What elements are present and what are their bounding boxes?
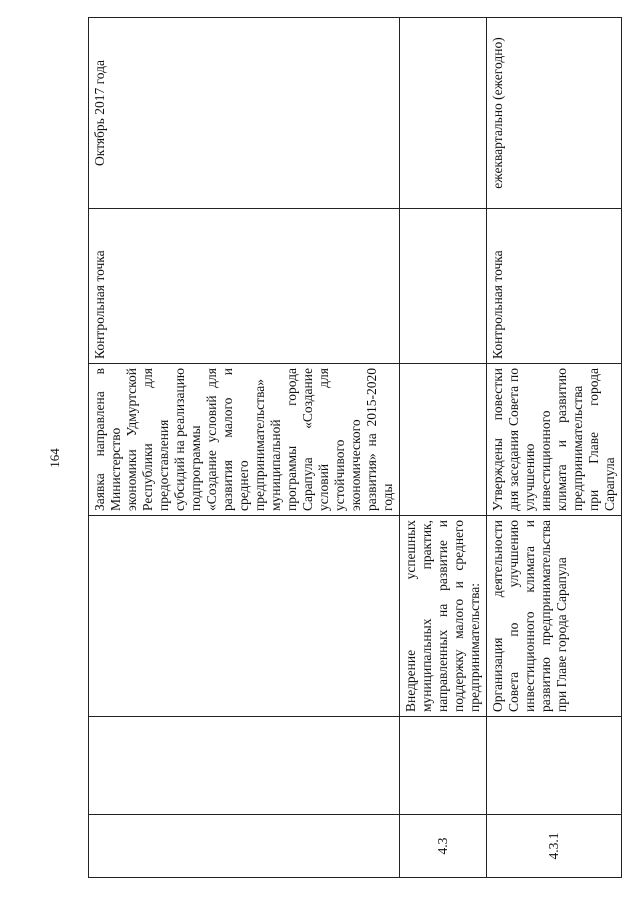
deadline-cell: Октябрь 2017 года xyxy=(89,18,400,209)
result-cell xyxy=(400,364,487,516)
type-cell: Контрольная точка xyxy=(89,209,400,364)
result-cell: Утверждены повестки дня заседания Совета по улучшению инвестиционного климата и развитию предпринимательства при Главе города Сарапула xyxy=(487,364,622,516)
page-number: 164 xyxy=(47,448,62,468)
empty-cell xyxy=(487,717,622,815)
event-cell: Внедрение успешных муниципальных практик, направленных на развитие и поддержку малого и среднего предпринимательства: xyxy=(400,516,487,717)
deadline-cell: ежеквартально (ежегодно) xyxy=(487,18,622,209)
empty-cell xyxy=(89,717,400,815)
row-number xyxy=(89,815,400,878)
rotated-table-container xyxy=(88,18,617,878)
row-number: 4.3 xyxy=(400,815,487,878)
event-cell: Организация деятельности Совета по улучшению инвестиционного климата и развитию предпринимательства при Главе города Сарапула xyxy=(487,516,622,717)
deadline-cell xyxy=(400,18,487,209)
result-cell: Заявка направлена в Министерство экономики Удмуртской Республики для предоставления субсидий на реализацию подпрограммы «Создание условий для развития малого и среднего предпринимательства» муниципальной программы города Сарапула «Создание условий для устойчивого экономического развития» на 2015-2020 годы xyxy=(89,364,400,516)
event-cell xyxy=(89,516,400,717)
plan-table xyxy=(88,17,622,878)
table-row xyxy=(400,18,487,878)
type-cell xyxy=(400,209,487,364)
type-cell: Контрольная точка xyxy=(487,209,622,364)
row-number: 4.3.1 xyxy=(487,815,622,878)
table-row xyxy=(487,18,622,878)
table-row xyxy=(89,18,400,878)
empty-cell xyxy=(400,717,487,815)
